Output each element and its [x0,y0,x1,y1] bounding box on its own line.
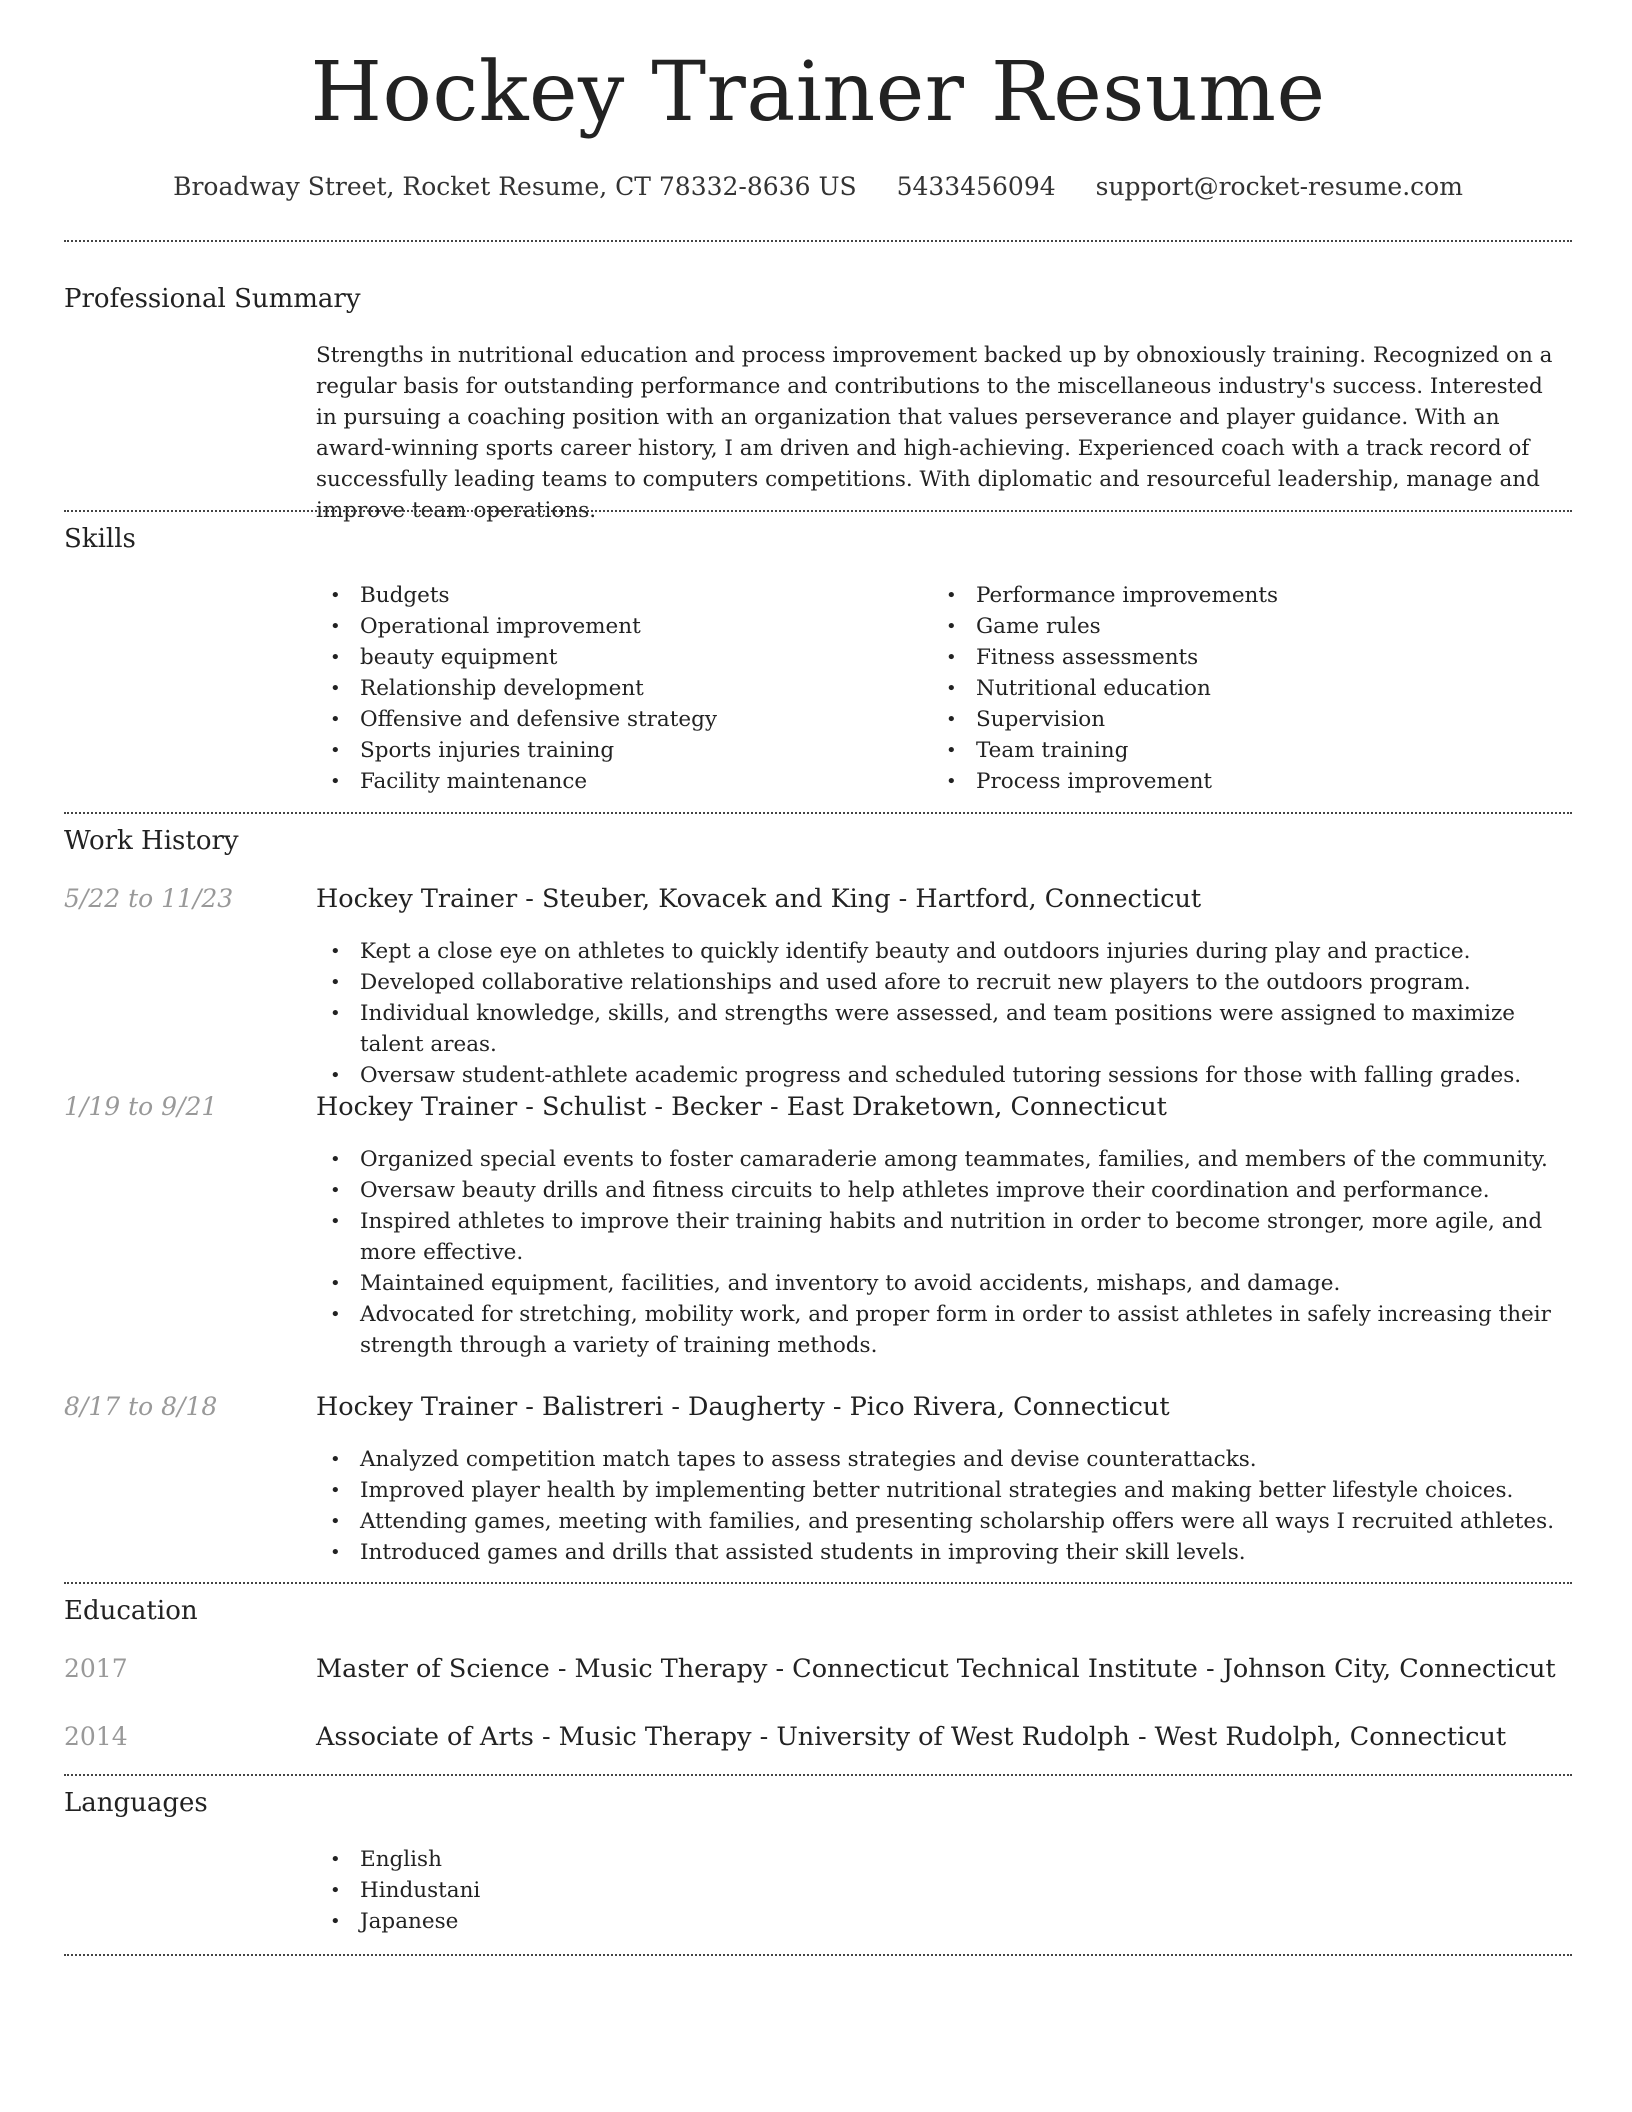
resume-title: Hockey Trainer Resume [310,45,1326,140]
education-year: 2017 [64,1654,128,1683]
job-bullet: • Advocated for stretching, mobility work, and proper form in order to assist athletes in safely increasing their strength through a variety of training methods. [316,1299,1552,1361]
skill-item: • Game rules [932,611,1532,642]
skill-item: • Relationship development [316,673,916,704]
skill-item: • Process improvement [932,766,1532,797]
skills-list-left [316,580,916,797]
job-bullet: • Organized special events to foster camaraderie among teammates, families, and members of the community. [316,1144,1552,1175]
language-item: • Japanese [316,1906,1572,1937]
section-title-skills: Skills [64,524,136,554]
language-item: • Hindustani [316,1875,1572,1906]
divider [64,510,1572,512]
skill-item: • Performance improvements [932,580,1532,611]
skill-item: • Nutritional education [932,673,1532,704]
job-bullet: • Kept a close eye on athletes to quickly identify beauty and outdoors injuries during play and practice. [316,936,1572,967]
job-date: 5/22 to 11/23 [64,884,234,913]
skill-item: • Supervision [932,704,1532,735]
contact-line [64,172,1572,201]
section-title-summary: Professional Summary [64,284,361,314]
section-title-education: Education [64,1596,198,1626]
job-bullet: • Oversaw student-athlete academic progress and scheduled tutoring sessions for those with falling grades. [316,1060,1572,1091]
job-date: 1/19 to 9/21 [64,1092,218,1121]
job-bullets [316,1144,1552,1361]
languages-list [316,1844,1572,1937]
divider [64,812,1572,814]
skill-item: • Sports injuries training [316,735,916,766]
skill-item: • Budgets [316,580,916,611]
divider [64,1582,1572,1584]
contact-email: support@rocket-resume.com [1095,172,1463,201]
divider [64,1954,1572,1956]
language-item: • English [316,1844,1572,1875]
job-bullets [316,1444,1572,1568]
job-bullet: • Improved player health by implementing better nutritional strategies and making better lifestyle choices. [316,1475,1572,1506]
job-bullet: • Oversaw beauty drills and fitness circuits to help athletes improve their coordination and performance. [316,1175,1552,1206]
resume-page [64,0,1572,2112]
education-entry: Master of Science - Music Therapy - Connecticut Technical Institute - Johnson City, Connecticut [316,1654,1556,1684]
skills-list-right [932,580,1532,797]
job-bullet: • Maintained equipment, facilities, and inventory to avoid accidents, mishaps, and damage. [316,1268,1552,1299]
skill-item: • beauty equipment [316,642,916,673]
education-entry: Associate of Arts - Music Therapy - University of West Rudolph - West Rudolph, Connecticut [316,1722,1507,1752]
job-title: Hockey Trainer - Balistreri - Daugherty - Pico Rivera, Connecticut [316,1392,1170,1422]
skill-item: • Facility maintenance [316,766,916,797]
divider [64,240,1572,242]
education-year: 2014 [64,1722,128,1751]
job-date: 8/17 to 8/18 [64,1392,218,1421]
contact-address: Broadway Street, Rocket Resume, CT 78332-8636 US [173,172,857,201]
job-bullet: • Developed collaborative relationships and used afore to recruit new players to the outdoors program. [316,967,1572,998]
divider [64,1774,1572,1776]
section-title-work-history: Work History [64,826,239,856]
job-bullet: • Attending games, meeting with families, and presenting scholarship offers were all ways I recruited athletes. [316,1506,1572,1537]
skill-item: • Team training [932,735,1532,766]
job-bullet: • Analyzed competition match tapes to assess strategies and devise counterattacks. [316,1444,1572,1475]
job-bullet: • Individual knowledge, skills, and strengths were assessed, and team positions were assigned to maximize talent areas. [316,998,1572,1060]
skill-item: • Operational improvement [316,611,916,642]
skill-item: • Fitness assessments [932,642,1532,673]
skill-item: • Offensive and defensive strategy [316,704,916,735]
job-bullets [316,936,1572,1091]
job-bullet: • Introduced games and drills that assisted students in improving their skill levels. [316,1537,1572,1568]
contact-phone: 5433456094 [896,172,1056,201]
job-title: Hockey Trainer - Steuber, Kovacek and King - Hartford, Connecticut [316,884,1202,914]
section-title-languages: Languages [64,1788,208,1818]
summary-text: Strengths in nutritional education and process improvement backed up by obnoxiously training. Recognized on a regular basis for outstanding performance and contributions to the miscellaneous industry's success. Interested in pursuing a coaching position with an organization that values perseverance and player guidance. With an award-winning sports career history, I am driven and high-achieving. Experienced coach with a track record of successfully leading teams to computers competitions. With diplomatic and resourceful leadership, manage and improve team operations. [316,343,1553,523]
job-title: Hockey Trainer - Schulist - Becker - East Draketown, Connecticut [316,1092,1167,1122]
job-bullet: • Inspired athletes to improve their training habits and nutrition in order to become stronger, more agile, and more effective. [316,1206,1552,1268]
